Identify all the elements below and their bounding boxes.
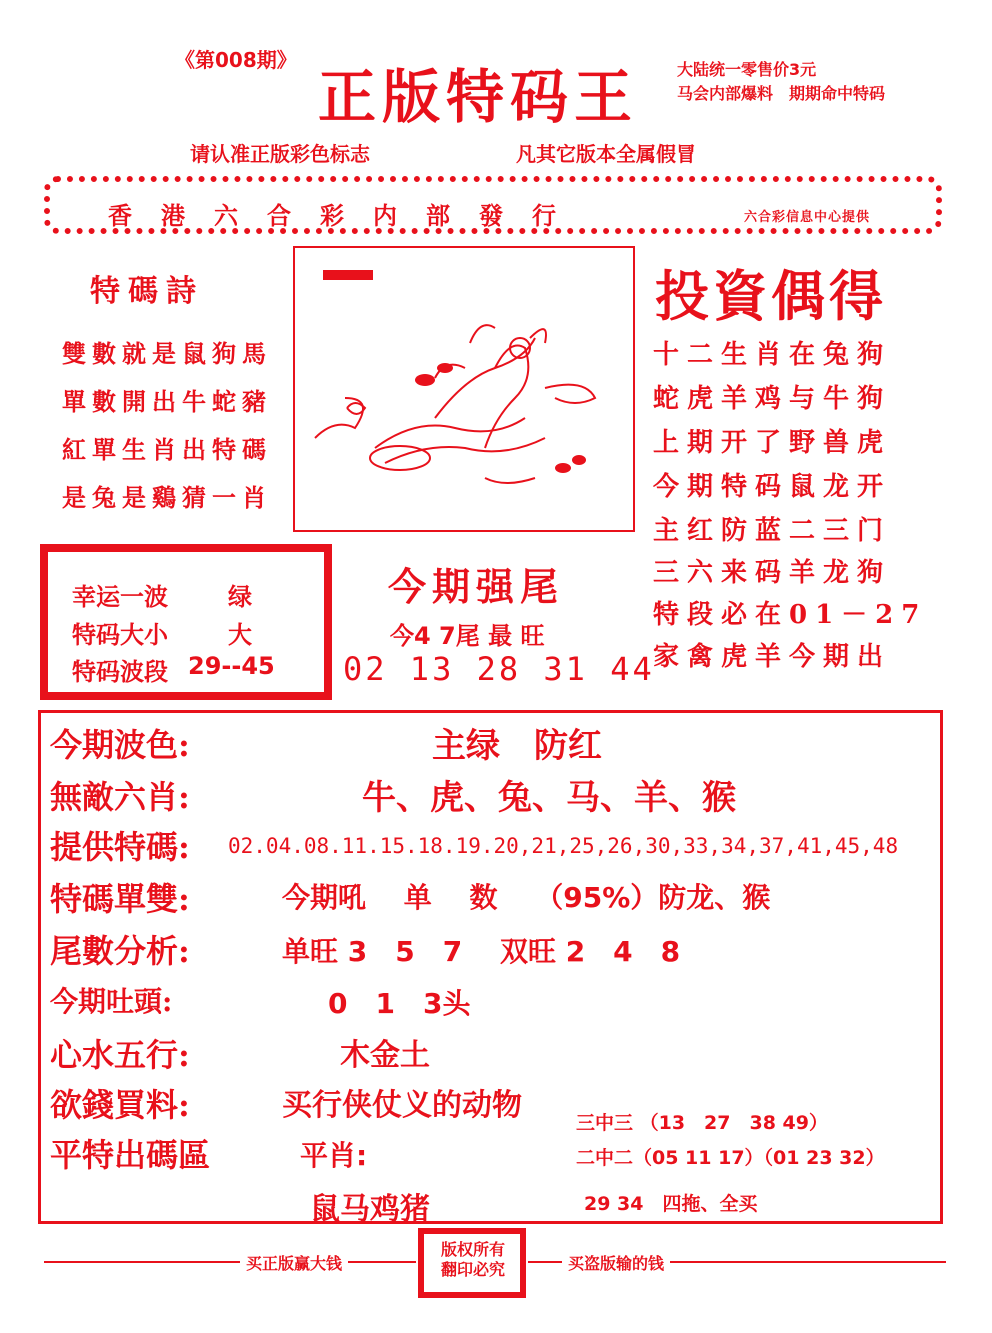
invest-line: 上期开了野兽虎 — [653, 428, 892, 458]
element-label: 心水五行: — [50, 1036, 190, 1074]
invest-line: 今期特码鼠龙开 — [653, 472, 892, 502]
lucky-wave-value: 绿 — [228, 583, 252, 611]
copyright-text — [432, 1240, 514, 1280]
footer-line-left — [44, 1261, 416, 1263]
six-zodiac-label: 無敵六肖: — [50, 778, 190, 816]
color-label: 今期波色: — [50, 726, 190, 764]
flat-label: 平特出碼區 — [50, 1136, 211, 1174]
color-value: 主绿 防红 — [432, 726, 602, 766]
six-zodiac-value: 牛、虎、兔、马、羊、猴 — [362, 778, 736, 818]
invest-line: 蛇虎羊鸡与牛狗 — [653, 384, 892, 414]
special-numbers: 02.04.08.11.15.18.19.20,21,25,26,30,33,34,37,41,45,48 — [228, 834, 899, 858]
page-title: 正版特码王 — [318, 63, 639, 131]
lucky-size-value: 大 — [228, 621, 252, 649]
illustration-frame — [293, 246, 635, 532]
flat-animals: 鼠马鸡猪 — [310, 1192, 430, 1227]
footer-left-slogan: 买正版赢大钱 — [240, 1251, 348, 1274]
flat-value: 平肖: — [300, 1139, 368, 1172]
invest-line: 十二生肖在兔狗 — [653, 340, 892, 370]
copyright-line-2: 翻印必究 — [440, 1260, 505, 1279]
head-value: 0 1 3头 — [328, 987, 471, 1020]
price-line-2: 马会内部爆料 期期命中特码 — [677, 84, 886, 103]
odd-even-value: 今期吼 单 数 （95%）防龙、猴 — [282, 881, 771, 914]
buy-value: 买行侠仗义的动物 — [282, 1088, 522, 1123]
poem-title: 特碼詩 — [90, 274, 204, 309]
two-of-two: 二中二（05 11 17）（01 23 32） — [576, 1147, 885, 1169]
tail-analysis-label: 尾數分析: — [50, 932, 190, 970]
price-line-1: 大陆统一零售价3元 — [677, 60, 817, 79]
lucky-segment-value: 29--45 — [188, 652, 275, 680]
special-label: 提供特碼: — [50, 828, 190, 866]
invest-line: 主红防蓝二三门 — [653, 516, 892, 546]
copyright-line-1: 版权所有 — [440, 1240, 505, 1259]
tail-analysis-value: 单旺 3 5 7 双旺 2 4 8 — [282, 935, 681, 968]
lucky-size-label: 特码大小 — [72, 621, 168, 649]
publisher-text: 香港六合彩内部發行 — [108, 201, 585, 230]
lucky-segment-label: 特码波段 — [72, 658, 168, 686]
tail-numbers: 02 13 28 31 44 — [343, 650, 655, 688]
fairy-illustration — [295, 248, 633, 530]
poem-line: 單數開出牛蛇豬 — [62, 387, 272, 416]
three-of-three: 三中三 （13 27 38 49） — [576, 1112, 828, 1134]
buy-label: 欲錢買料: — [50, 1086, 190, 1124]
invest-line: 家禽虎羊今期出 — [653, 642, 892, 672]
poem-line: 是兔是鷄猜一肖 — [62, 483, 272, 512]
provider-text: 六合彩信息中心提供 — [744, 210, 871, 225]
invest-title: 投資偶得 — [655, 264, 887, 328]
invest-line: 三六来码羊龙狗 — [653, 558, 892, 588]
four-drag: 29 34 四拖、全买 — [584, 1193, 758, 1215]
tail-title: 今期强尾 — [388, 565, 565, 609]
invest-line: 特段必在01－27 — [653, 600, 928, 630]
footer-right-slogan: 买盗版输的钱 — [562, 1251, 670, 1274]
tail-subtitle: 今4 7尾 最 旺 — [390, 622, 545, 650]
counterfeit-notice: 凡其它版本全属假冒 — [516, 142, 696, 166]
price-info — [677, 58, 885, 106]
issue-number: 《第008期》 — [175, 48, 297, 72]
poem-line: 雙數就是鼠狗馬 — [62, 339, 272, 368]
authentic-notice: 请认准正版彩色标志 — [190, 142, 370, 166]
poem-line: 紅單生肖出特碼 — [62, 435, 272, 464]
head-label: 今期吐頭: — [50, 985, 173, 1018]
odd-even-label: 特碼單雙: — [50, 880, 190, 918]
element-value: 木金土 — [340, 1038, 430, 1073]
lucky-wave-label: 幸运一波 — [72, 583, 168, 611]
